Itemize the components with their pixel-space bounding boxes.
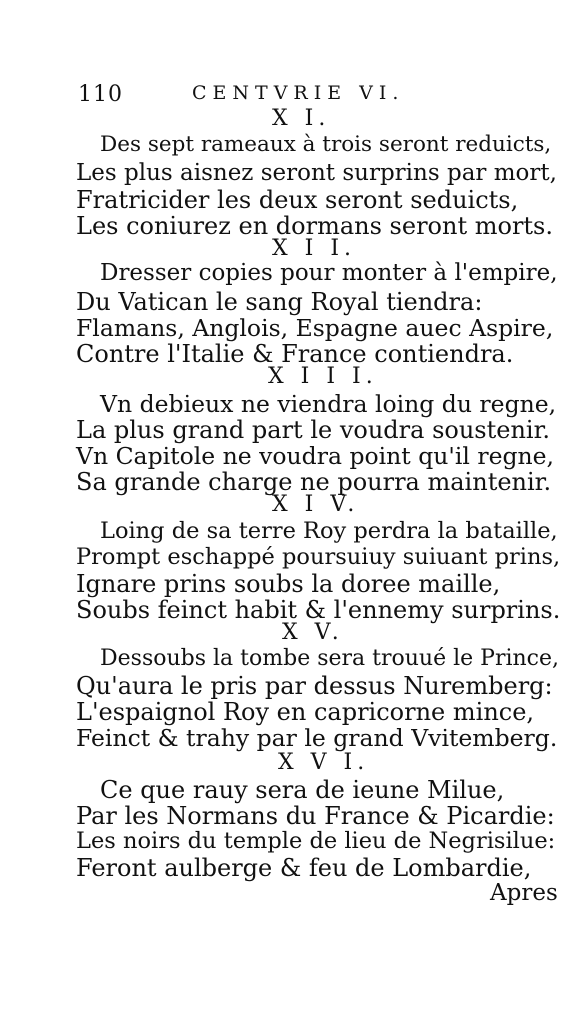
verse-line: Loing de sa terre Roy perdra la bataille, xyxy=(100,518,558,544)
verse-line: Les coniurez en dormans seront morts. xyxy=(76,212,553,240)
verse-line: Par les Normans du France & Picardie: xyxy=(76,802,555,830)
verse-line: Du Vatican le sang Royal tiendra: xyxy=(76,288,483,316)
stanza-heading: X I I I. xyxy=(268,364,378,389)
verse-line: Vn debieux ne viendra loing du regne, xyxy=(100,390,557,418)
verse-line: Vn Capitole ne voudra point qu'il regne, xyxy=(76,442,555,470)
verse-line: Ignare prins soubs la doree maille, xyxy=(76,570,501,598)
verse-line: Dessoubs la tombe sera trouué le Prince, xyxy=(100,646,560,671)
verse-line: Qu'aura le pris par dessus Nuremberg: xyxy=(76,672,553,700)
stanza-heading: X I I. xyxy=(272,236,357,261)
verse-line: La plus grand part le voudra soustenir. xyxy=(76,416,551,444)
verse-line: Prompt eschappé poursuiuy suiuant prins, xyxy=(76,544,561,570)
stanza-heading: X I. xyxy=(272,106,331,131)
verse-line: Feinct & trahy par le grand Vvitemberg. xyxy=(76,724,558,752)
verse-line: L'espaignol Roy en capricorne mince, xyxy=(76,698,535,726)
stanza-heading: X V. xyxy=(282,620,344,645)
verse-line: Sa grande charge ne pourra maintenir. xyxy=(76,468,552,496)
stanza-heading: X V I. xyxy=(278,750,370,775)
verse-line: Dresser copies pour monter à l'empire, xyxy=(100,260,558,286)
verse-line: Des sept rameaux à trois seront reduicts, xyxy=(100,132,552,157)
page-number: 110 xyxy=(78,82,123,107)
verse-line: Feront aulberge & feu de Lombardie, xyxy=(76,854,532,882)
verse-line: Les plus aisnez seront surprins par mort, xyxy=(76,160,557,186)
verse-line: Flamans, Anglois, Espagne auec Aspire, xyxy=(76,314,554,342)
verse-line: Les noirs du temple de lieu de Negrisilue: xyxy=(76,828,556,854)
verse-line: Soubs feinct habit & l'ennemy surprins. xyxy=(76,596,561,624)
verse-line: Fratricider les deux seront seduicts, xyxy=(76,186,519,214)
verse-line: Ce que rauy sera de ieune Milue, xyxy=(100,776,505,804)
stanza-heading: X I V. xyxy=(272,492,360,517)
running-title: CENTVRIE VI. xyxy=(192,82,405,104)
verse-line: Contre l'Italie & France contiendra. xyxy=(76,340,514,368)
catchword: Apres xyxy=(490,880,558,906)
